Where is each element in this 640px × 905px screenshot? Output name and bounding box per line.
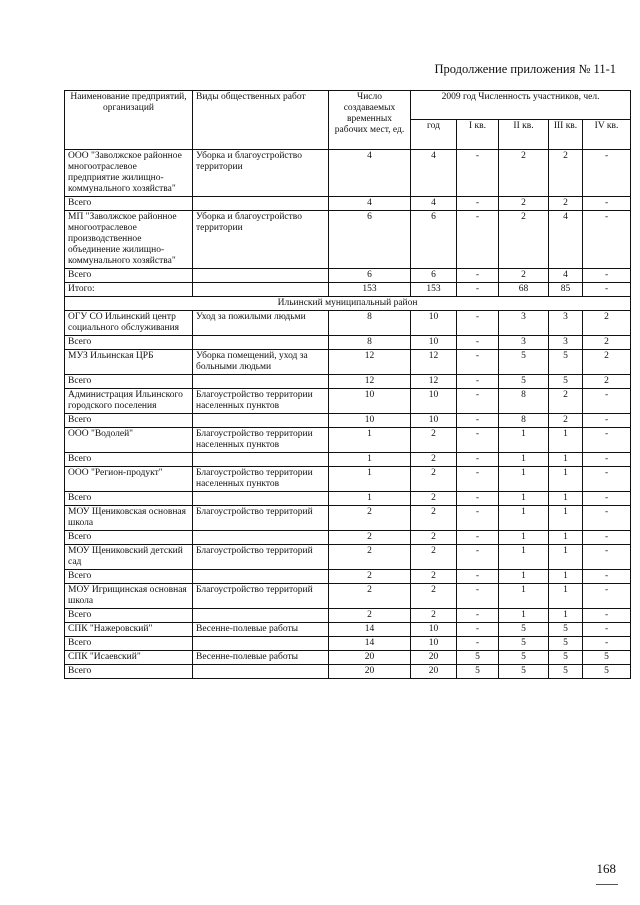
cell-q2: 5 xyxy=(499,637,549,651)
cell-q3: 5 xyxy=(549,637,583,651)
cell-q2: 1 xyxy=(499,467,549,492)
cell-name: ООО "Регион-продукт" xyxy=(65,467,193,492)
cell-q3: 2 xyxy=(549,389,583,414)
cell-jobs: 10 xyxy=(329,414,411,428)
cell-work xyxy=(193,492,329,506)
cell-q1: 5 xyxy=(457,665,499,679)
cell-q1: - xyxy=(457,453,499,467)
cell-q4: - xyxy=(583,150,631,197)
cell-q4: - xyxy=(583,283,631,297)
cell-name: Всего xyxy=(65,665,193,679)
cell-q4: - xyxy=(583,637,631,651)
cell-jobs: 12 xyxy=(329,375,411,389)
cell-q2: 1 xyxy=(499,545,549,570)
cell-work: Уход за пожилыми людьми xyxy=(193,311,329,336)
cell-q1: - xyxy=(457,506,499,531)
table-row xyxy=(65,428,631,453)
table-row xyxy=(65,584,631,609)
cell-year: 10 xyxy=(411,414,457,428)
table-header-row xyxy=(65,91,631,120)
column-header-work: Виды общественных работ xyxy=(193,91,329,150)
table-row xyxy=(65,506,631,531)
cell-q3: 1 xyxy=(549,453,583,467)
cell-work: Весенне-полевые работы xyxy=(193,623,329,637)
cell-q3: 4 xyxy=(549,269,583,283)
cell-year: 2 xyxy=(411,584,457,609)
cell-q3: 1 xyxy=(549,506,583,531)
cell-q2: 1 xyxy=(499,428,549,453)
cell-name: Всего xyxy=(65,492,193,506)
cell-q1: - xyxy=(457,336,499,350)
cell-q2: 2 xyxy=(499,197,549,211)
cell-work: Благоустройство территорий xyxy=(193,545,329,570)
cell-jobs: 153 xyxy=(329,283,411,297)
cell-name: ОГУ СО Ильинский центр социального обслуживания xyxy=(65,311,193,336)
column-header-jobs: Число создаваемых временных рабочих мест, ед. xyxy=(329,91,411,150)
cell-work xyxy=(193,570,329,584)
cell-q2: 8 xyxy=(499,389,549,414)
cell-year: 2 xyxy=(411,570,457,584)
cell-q3: 1 xyxy=(549,428,583,453)
cell-q3: 1 xyxy=(549,545,583,570)
cell-name: Итого: xyxy=(65,283,193,297)
cell-q2: 2 xyxy=(499,269,549,283)
cell-jobs: 10 xyxy=(329,389,411,414)
cell-work xyxy=(193,336,329,350)
cell-year: 6 xyxy=(411,269,457,283)
table-row xyxy=(65,150,631,197)
cell-jobs: 2 xyxy=(329,531,411,545)
cell-q1: - xyxy=(457,467,499,492)
cell-q4: - xyxy=(583,389,631,414)
cell-q1: - xyxy=(457,584,499,609)
cell-q4: - xyxy=(583,570,631,584)
table-row xyxy=(65,637,631,651)
table-row xyxy=(65,467,631,492)
cell-jobs: 4 xyxy=(329,150,411,197)
cell-jobs: 2 xyxy=(329,545,411,570)
cell-q2: 5 xyxy=(499,623,549,637)
cell-q2: 68 xyxy=(499,283,549,297)
cell-name: МОУ Щениковский детский сад xyxy=(65,545,193,570)
table-row xyxy=(65,545,631,570)
cell-q3: 5 xyxy=(549,375,583,389)
cell-q2: 1 xyxy=(499,584,549,609)
cell-q1: 5 xyxy=(457,651,499,665)
cell-name: Всего xyxy=(65,531,193,545)
table-row xyxy=(65,350,631,375)
page-number-underline xyxy=(596,884,618,885)
cell-name: СПК "Нажеровский" xyxy=(65,623,193,637)
cell-name: Всего xyxy=(65,637,193,651)
cell-name: Администрация Ильинского городского поселения xyxy=(65,389,193,414)
cell-year: 10 xyxy=(411,623,457,637)
cell-jobs: 2 xyxy=(329,570,411,584)
cell-q4: - xyxy=(583,609,631,623)
cell-q2: 1 xyxy=(499,531,549,545)
cell-work xyxy=(193,531,329,545)
cell-q3: 5 xyxy=(549,665,583,679)
cell-name: МП "Заволжское районное многоотраслевое производственное объединение жилищно-коммунального хозяйства" xyxy=(65,211,193,269)
table-row xyxy=(65,570,631,584)
table-row xyxy=(65,283,631,297)
cell-work xyxy=(193,609,329,623)
cell-q1: - xyxy=(457,150,499,197)
table-row xyxy=(65,336,631,350)
cell-q3: 1 xyxy=(549,492,583,506)
cell-q4: 5 xyxy=(583,651,631,665)
table-row xyxy=(65,414,631,428)
cell-q4: - xyxy=(583,492,631,506)
cell-q4: 5 xyxy=(583,665,631,679)
column-header-q1: I кв. xyxy=(457,120,499,150)
cell-name: ООО "Водолей" xyxy=(65,428,193,453)
cell-work xyxy=(193,665,329,679)
cell-q3: 1 xyxy=(549,570,583,584)
cell-year: 4 xyxy=(411,197,457,211)
cell-work: Уборка и благоустройство территории xyxy=(193,150,329,197)
cell-q2: 1 xyxy=(499,506,549,531)
cell-q1: - xyxy=(457,311,499,336)
cell-q3: 1 xyxy=(549,584,583,609)
cell-name: МУЗ Ильинская ЦРБ xyxy=(65,350,193,375)
cell-work: Уборка и благоустройство территории xyxy=(193,211,329,269)
table-row xyxy=(65,453,631,467)
cell-name: МОУ Щениковская основная школа xyxy=(65,506,193,531)
table-row xyxy=(65,311,631,336)
cell-jobs: 14 xyxy=(329,637,411,651)
cell-q1: - xyxy=(457,197,499,211)
cell-work: Весенне-полевые работы xyxy=(193,651,329,665)
cell-q1: - xyxy=(457,350,499,375)
cell-q3: 85 xyxy=(549,283,583,297)
cell-year: 2 xyxy=(411,467,457,492)
cell-year: 10 xyxy=(411,336,457,350)
cell-jobs: 2 xyxy=(329,506,411,531)
table-row xyxy=(65,531,631,545)
section-title: Ильинский муниципальный район xyxy=(65,297,631,311)
cell-name: СПК "Исаевский" xyxy=(65,651,193,665)
cell-q4: - xyxy=(583,623,631,637)
cell-q2: 2 xyxy=(499,211,549,269)
cell-q3: 5 xyxy=(549,623,583,637)
public-works-table xyxy=(64,90,631,679)
table-row xyxy=(65,211,631,269)
cell-q1: - xyxy=(457,269,499,283)
cell-work xyxy=(193,197,329,211)
cell-q1: - xyxy=(457,283,499,297)
cell-jobs: 8 xyxy=(329,336,411,350)
cell-year: 2 xyxy=(411,428,457,453)
table-row xyxy=(65,651,631,665)
cell-q1: - xyxy=(457,389,499,414)
cell-year: 153 xyxy=(411,283,457,297)
cell-jobs: 12 xyxy=(329,350,411,375)
table-row xyxy=(65,665,631,679)
cell-q4: - xyxy=(583,531,631,545)
cell-q2: 5 xyxy=(499,350,549,375)
cell-q2: 1 xyxy=(499,492,549,506)
column-header-year-group: 2009 год Численность участников, чел. xyxy=(411,91,631,120)
column-header-q3: III кв. xyxy=(549,120,583,150)
cell-jobs: 14 xyxy=(329,623,411,637)
cell-year: 2 xyxy=(411,492,457,506)
cell-name: Всего xyxy=(65,336,193,350)
cell-q1: - xyxy=(457,428,499,453)
cell-q4: - xyxy=(583,453,631,467)
cell-q4: - xyxy=(583,428,631,453)
column-header-q4: IV кв. xyxy=(583,120,631,150)
cell-name: Всего xyxy=(65,609,193,623)
table-body xyxy=(65,150,631,679)
cell-q2: 3 xyxy=(499,336,549,350)
cell-work xyxy=(193,283,329,297)
cell-year: 2 xyxy=(411,453,457,467)
cell-q2: 1 xyxy=(499,453,549,467)
column-header-q2: II кв. xyxy=(499,120,549,150)
cell-name: ООО "Заволжское районное многоотраслевое предприятие жилищно-коммунального хозяйства" xyxy=(65,150,193,197)
table-row xyxy=(65,197,631,211)
cell-work: Благоустройство территорий xyxy=(193,506,329,531)
cell-q4: - xyxy=(583,545,631,570)
cell-q2: 3 xyxy=(499,311,549,336)
cell-year: 2 xyxy=(411,609,457,623)
table-row xyxy=(65,492,631,506)
cell-q4: 2 xyxy=(583,311,631,336)
cell-jobs: 20 xyxy=(329,651,411,665)
cell-jobs: 6 xyxy=(329,211,411,269)
cell-name: МОУ Игрищинская основная школа xyxy=(65,584,193,609)
cell-q4: - xyxy=(583,211,631,269)
cell-q1: - xyxy=(457,623,499,637)
column-header-year: год xyxy=(411,120,457,150)
cell-work xyxy=(193,269,329,283)
cell-q3: 2 xyxy=(549,414,583,428)
cell-year: 12 xyxy=(411,350,457,375)
cell-q4: - xyxy=(583,584,631,609)
cell-year: 4 xyxy=(411,150,457,197)
cell-q3: 3 xyxy=(549,336,583,350)
cell-q1: - xyxy=(457,211,499,269)
cell-year: 2 xyxy=(411,531,457,545)
page-number: 168 xyxy=(596,861,616,876)
cell-jobs: 1 xyxy=(329,428,411,453)
cell-q4: 2 xyxy=(583,375,631,389)
cell-year: 10 xyxy=(411,389,457,414)
cell-year: 12 xyxy=(411,375,457,389)
cell-work xyxy=(193,375,329,389)
cell-q1: - xyxy=(457,375,499,389)
cell-q4: - xyxy=(583,467,631,492)
cell-work: Благоустройство территории населенных пунктов xyxy=(193,467,329,492)
table-row xyxy=(65,623,631,637)
cell-q3: 5 xyxy=(549,350,583,375)
cell-year: 20 xyxy=(411,665,457,679)
cell-q1: - xyxy=(457,609,499,623)
cell-name: Всего xyxy=(65,269,193,283)
cell-q2: 5 xyxy=(499,651,549,665)
cell-q1: - xyxy=(457,570,499,584)
table-row xyxy=(65,389,631,414)
cell-q4: - xyxy=(583,269,631,283)
cell-name: Всего xyxy=(65,570,193,584)
cell-q3: 2 xyxy=(549,197,583,211)
cell-q3: 2 xyxy=(549,150,583,197)
cell-jobs: 1 xyxy=(329,492,411,506)
cell-jobs: 1 xyxy=(329,467,411,492)
cell-jobs: 2 xyxy=(329,609,411,623)
cell-q3: 3 xyxy=(549,311,583,336)
cell-work: Благоустройство территорий xyxy=(193,584,329,609)
cell-q3: 4 xyxy=(549,211,583,269)
cell-q4: 2 xyxy=(583,336,631,350)
table-row xyxy=(65,609,631,623)
cell-year: 6 xyxy=(411,211,457,269)
cell-name: Всего xyxy=(65,197,193,211)
cell-name: Всего xyxy=(65,375,193,389)
cell-q4: - xyxy=(583,414,631,428)
cell-work: Благоустройство территории населенных пунктов xyxy=(193,428,329,453)
cell-year: 10 xyxy=(411,637,457,651)
cell-year: 2 xyxy=(411,506,457,531)
table-row xyxy=(65,269,631,283)
cell-jobs: 2 xyxy=(329,584,411,609)
cell-q3: 1 xyxy=(549,467,583,492)
cell-year: 2 xyxy=(411,545,457,570)
cell-work xyxy=(193,637,329,651)
cell-q2: 1 xyxy=(499,609,549,623)
cell-q3: 1 xyxy=(549,531,583,545)
cell-q2: 1 xyxy=(499,570,549,584)
cell-year: 10 xyxy=(411,311,457,336)
section-row xyxy=(65,297,631,311)
column-header-name: Наименование предприятий, организаций xyxy=(65,91,193,150)
cell-work: Уборка помещений, уход за больными людьми xyxy=(193,350,329,375)
cell-q4: 2 xyxy=(583,350,631,375)
cell-name: Всего xyxy=(65,453,193,467)
cell-jobs: 8 xyxy=(329,311,411,336)
cell-year: 20 xyxy=(411,651,457,665)
table-row xyxy=(65,375,631,389)
cell-q1: - xyxy=(457,414,499,428)
cell-jobs: 20 xyxy=(329,665,411,679)
cell-q2: 5 xyxy=(499,375,549,389)
cell-name: Всего xyxy=(65,414,193,428)
appendix-continuation-note: Продолжение приложения № 11-1 xyxy=(434,62,616,76)
cell-jobs: 6 xyxy=(329,269,411,283)
cell-q4: - xyxy=(583,506,631,531)
cell-q2: 2 xyxy=(499,150,549,197)
cell-work xyxy=(193,453,329,467)
cell-q1: - xyxy=(457,637,499,651)
cell-q3: 5 xyxy=(549,651,583,665)
cell-q3: 1 xyxy=(549,609,583,623)
cell-q1: - xyxy=(457,492,499,506)
cell-q2: 5 xyxy=(499,665,549,679)
cell-work: Благоустройство территории населенных пунктов xyxy=(193,389,329,414)
cell-q2: 8 xyxy=(499,414,549,428)
cell-q1: - xyxy=(457,545,499,570)
cell-work xyxy=(193,414,329,428)
cell-jobs: 1 xyxy=(329,453,411,467)
cell-q4: - xyxy=(583,197,631,211)
cell-jobs: 4 xyxy=(329,197,411,211)
cell-q1: - xyxy=(457,531,499,545)
